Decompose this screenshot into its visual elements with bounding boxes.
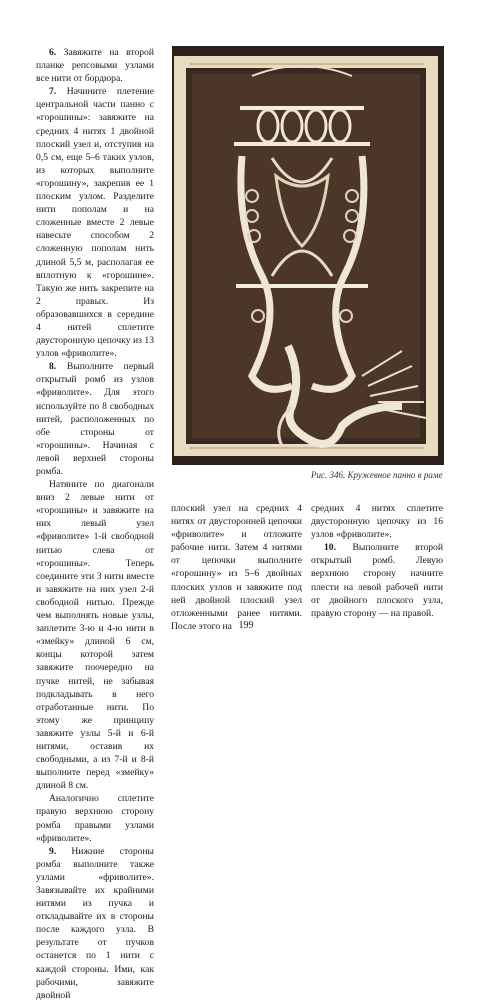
paragraph [311, 502, 443, 541]
paragraph-text: Выполните второй открытый ромб. Левую верхнюю сторону начните плести на левой рабочей нити от двойного плоского узла, правую сторону — на правой. [311, 542, 443, 619]
paragraph-number: 9. [49, 845, 57, 857]
right-text-column [311, 502, 443, 620]
paragraph-text: Натяните по диагонали вниз 2 левые нити от «горошины» и завяжите на них левый узел «фриволите» 1-й свободной нитью слева от «горошины». Теперь соедините эти 3 нити вместе и завяжите на них узел 2-й свободной нитью. Прежде чем выполнять новые узлы, заплетите 3-ю и 4-ю нити в «змейку» длиной 6 см, концы которой затем завяжите поочередно на пучке нитей, не забывая подкладывать в него отработанные нити. По этому же принципу завяжите узлы 5-й и 6-й нитями, оставив их свободными, а из 7-й и 8-й выполните перед «змейку» длиной 8 см. [36, 479, 154, 792]
paragraph [36, 46, 154, 85]
paragraph [36, 85, 154, 360]
middle-text-column [171, 502, 302, 633]
paragraph [171, 502, 302, 633]
macrame-panel-photo [172, 46, 444, 465]
paragraph [36, 360, 154, 478]
paragraph-text: Выполните первый открытый ромб из узлов «фриволите». Для этого используйте по 8 свободных нитей, расположенных по обе стороны от «горошины». Начиная с левой верхней стороны ромба. [36, 361, 154, 477]
figure-caption: Рис. 346. Кружевное панно в раме [311, 470, 443, 480]
macrame-panel-illustration [172, 46, 444, 465]
paragraph-text: Аналогично сплетите правую верхнюю сторону ромба правыми узлами «фриволите». [36, 793, 154, 844]
paragraph-text: Нижние стороны ромба выполните также узлами «фриволите». Завязывайте их крайними нитями из пучка и откладывайте их в стороны после каждого узла. В результате от пучков останется по 1 нити с каждой стороны. Ими, как рабочими, завяжите двойной [36, 845, 154, 1001]
paragraph-number: 6. [49, 47, 57, 58]
paragraph [36, 792, 154, 844]
paragraph-text: плоский узел на средних 4 нитях от двусторонней цепочки «фриволите» и отложите рабочие нити. Затем 4 нитями от цепочки выполните «горошину» из 5–6 двойных плоских узлов и завяжите под ней двойной плоский узел отложенными ранее нитями. После этого на [171, 503, 302, 632]
paragraph [36, 845, 154, 1002]
paragraph-number: 7. [49, 86, 57, 98]
page-number: 199 [238, 620, 254, 631]
paragraph [36, 478, 154, 792]
left-text-column [36, 46, 154, 1002]
paragraph [311, 541, 443, 620]
paragraph-text: средних 4 нитях сплетите двусторонную цепочку из 16 узлов «фриволите». [311, 503, 443, 541]
paragraph-number: 10. [324, 542, 336, 554]
paragraph-text: Завяжите на второй планке репсовыми узлами все нити от бордюра. [36, 47, 154, 85]
paragraph-number: 8. [49, 361, 57, 373]
paragraph-text: Начините плетение центральной части панно с «горошины»: завяжите на средних 4 нитях 1 двойной плоский узел и, отступив на 0,5 см, еще 5–6 таких узлов, из которых выполните «горошину», закрепив ее 1 плоским узлом. Разделите нити пополам и на сложенные вместе 2 левые навесьте способом 2 сложенную пополам нить длиной 5,5 м, располагая ее вплотную к «горошине». Такую же нить закрепите на 2 правых. Из образовавшихся в середине 4 нитей сплетите двусторонную цепочку из 13 узлов «фриволите». [36, 86, 154, 360]
